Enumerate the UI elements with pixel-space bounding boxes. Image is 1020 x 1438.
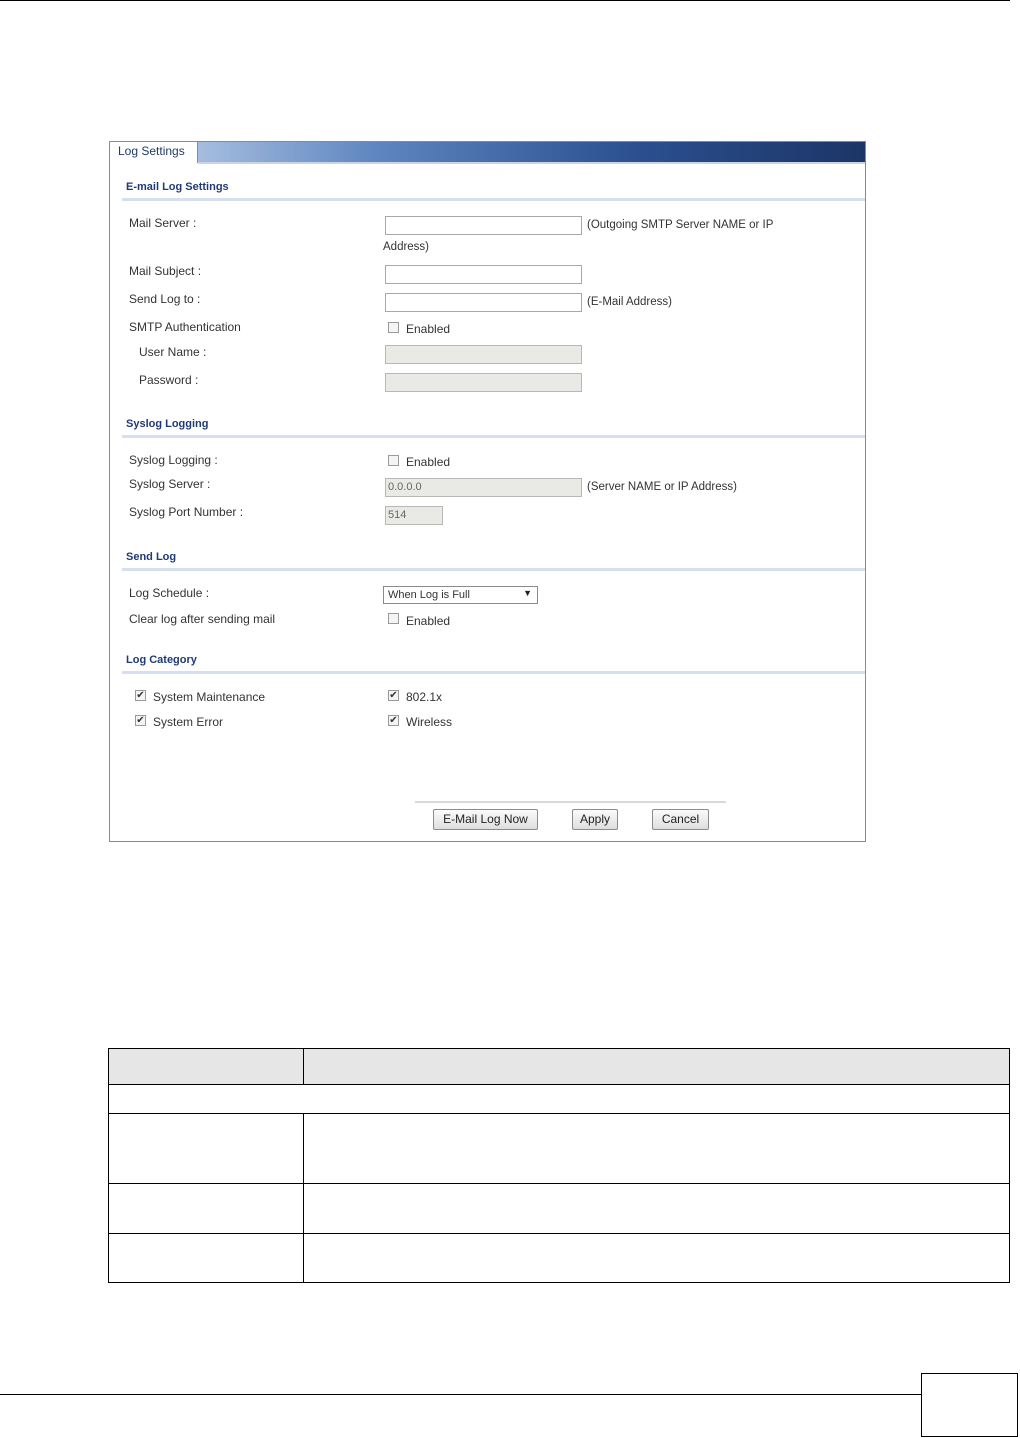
send-log-to-label: Send Log to : bbox=[129, 292, 201, 306]
clear-log-enabled-label: Enabled bbox=[406, 614, 451, 628]
syslog-port-input[interactable]: 514 bbox=[385, 506, 443, 525]
clear-log-label: Clear log after sending mail bbox=[129, 612, 276, 626]
syslog-logging-enabled-label: Enabled bbox=[406, 455, 451, 469]
send-log-section-line bbox=[122, 568, 865, 571]
apply-button[interactable]: Apply bbox=[572, 809, 618, 830]
table-header-row bbox=[109, 1049, 1010, 1085]
send-log-to-note: (E-Mail Address) bbox=[587, 296, 672, 308]
footer-rule bbox=[0, 1394, 921, 1395]
wireless-checkbox[interactable]: ✔ bbox=[389, 715, 398, 726]
log-schedule-select[interactable] bbox=[383, 586, 538, 604]
mail-server-note-cont: Address) bbox=[383, 241, 430, 253]
mail-server-input[interactable] bbox=[385, 216, 582, 235]
mail-subject-input[interactable] bbox=[385, 265, 582, 284]
send-log-section-title: Send Log bbox=[126, 551, 177, 563]
table-row bbox=[109, 1085, 1010, 1114]
syslog-logging-checkbox[interactable] bbox=[388, 455, 399, 466]
table-cell bbox=[109, 1085, 1010, 1114]
dot1x-label: 802.1x bbox=[406, 690, 443, 704]
system-error-label: System Error bbox=[153, 715, 224, 729]
system-maintenance-label: System Maintenance bbox=[153, 690, 266, 704]
system-error-checkbox[interactable]: ✔ bbox=[136, 715, 145, 726]
mail-server-label: Mail Server : bbox=[129, 216, 197, 230]
syslog-server-input[interactable]: 0.0.0.0 bbox=[385, 478, 582, 497]
description-table bbox=[108, 1048, 1010, 1283]
email-log-now-button[interactable]: E-Mail Log Now bbox=[433, 809, 538, 830]
tab-underline bbox=[198, 162, 865, 164]
log-schedule-label: Log Schedule : bbox=[129, 586, 210, 600]
email-section-line bbox=[122, 198, 865, 201]
table-cell bbox=[304, 1114, 1010, 1184]
syslog-port-label: Syslog Port Number : bbox=[129, 505, 244, 519]
mail-server-note: (Outgoing SMTP Server NAME or IP bbox=[587, 219, 774, 231]
log-category-section-title: Log Category bbox=[126, 654, 197, 666]
header-rule bbox=[0, 0, 1010, 1]
table-row bbox=[109, 1234, 1010, 1283]
table-cell bbox=[304, 1234, 1010, 1283]
table-row bbox=[109, 1114, 1010, 1184]
password-input[interactable] bbox=[385, 373, 582, 392]
tab-log-settings[interactable]: Log Settings bbox=[110, 142, 198, 163]
dot1x-checkbox[interactable]: ✔ bbox=[389, 690, 398, 701]
syslog-logging-label: Syslog Logging : bbox=[129, 453, 218, 467]
password-label: Password : bbox=[139, 373, 199, 387]
system-maintenance-checkbox[interactable]: ✔ bbox=[136, 690, 145, 701]
syslog-section-line bbox=[122, 435, 865, 438]
smtp-auth-label: SMTP Authentication bbox=[129, 320, 241, 334]
table-row bbox=[109, 1184, 1010, 1234]
table-header-cell bbox=[109, 1049, 304, 1085]
syslog-section-title: Syslog Logging bbox=[126, 418, 209, 430]
table-cell bbox=[109, 1114, 304, 1184]
log-schedule-value: When Log is Full bbox=[388, 589, 470, 601]
table-header-cell bbox=[304, 1049, 1010, 1085]
button-bar-line bbox=[415, 801, 726, 803]
wireless-label: Wireless bbox=[406, 715, 453, 729]
syslog-server-label: Syslog Server : bbox=[129, 477, 211, 491]
table-cell bbox=[109, 1184, 304, 1234]
chevron-down-icon: ▼ bbox=[523, 588, 532, 598]
email-section-title: E-mail Log Settings bbox=[126, 181, 229, 193]
smtp-auth-enabled-label: Enabled bbox=[406, 322, 451, 336]
mail-subject-label: Mail Subject : bbox=[129, 264, 202, 278]
table-cell bbox=[109, 1234, 304, 1283]
table-cell bbox=[304, 1184, 1010, 1234]
page-number-box bbox=[921, 1373, 1018, 1437]
log-category-section-line bbox=[122, 671, 865, 674]
log-settings-panel bbox=[109, 141, 866, 842]
cancel-button[interactable]: Cancel bbox=[652, 809, 709, 830]
clear-log-checkbox[interactable] bbox=[388, 613, 399, 624]
tab-bar bbox=[110, 142, 865, 162]
smtp-auth-checkbox[interactable] bbox=[388, 322, 399, 333]
user-name-input[interactable] bbox=[385, 345, 582, 364]
syslog-server-note: (Server NAME or IP Address) bbox=[587, 481, 737, 493]
send-log-to-input[interactable] bbox=[385, 293, 582, 312]
user-name-label: User Name : bbox=[139, 345, 207, 359]
